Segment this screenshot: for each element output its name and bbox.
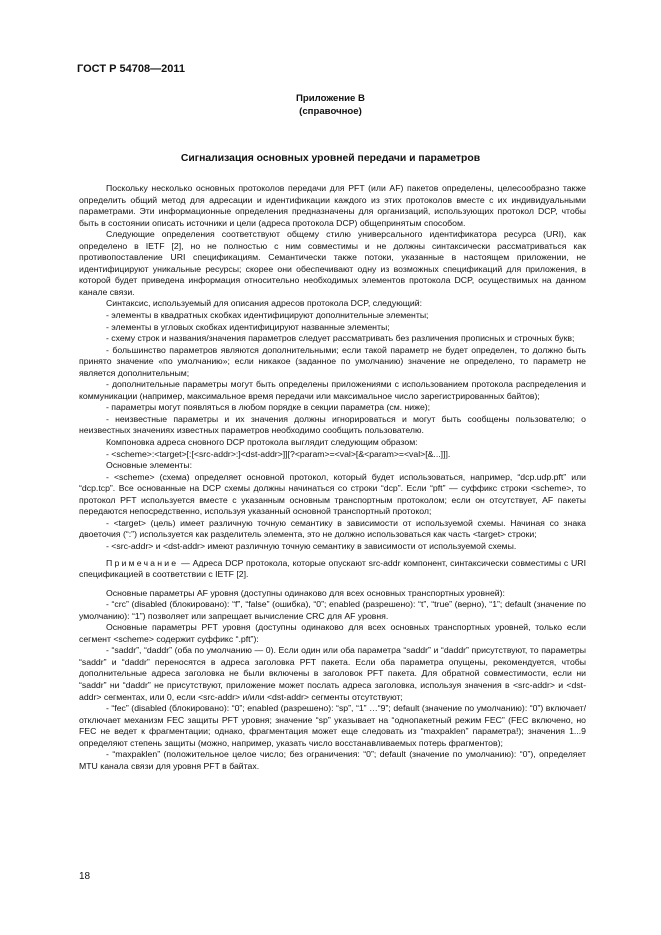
- list-item: - “maxpaklen” (положительное целое число; без ограничения: “0”; default (значение по умолчанию): “0”), определяет MTU канала связи для уровня PFT в байтах.: [79, 749, 586, 771]
- annex-title: Приложение В: [296, 93, 365, 104]
- list-item: - схему строк и названия/значения параметров следует рассматривать без различения прописных и строчных букв;: [106, 333, 575, 344]
- paragraph: Компоновка адреса сновного DCP протокола выглядит следующим образом:: [106, 437, 418, 448]
- paragraph: Основные параметры AF уровня (доступны одинаково для всех основных транспортных уровней):: [106, 587, 505, 598]
- paragraph: Основные параметры PFT уровня (доступны одинаково для всех основных транспортных уровней, только если сегмент <scheme> содержит суффикс “.pft”):: [79, 622, 586, 644]
- list-item: - <src-addr> и <dst-addr> имеют различную точную семантику в зависимости от используемой схемы.: [106, 540, 517, 551]
- paragraph: Основные элементы:: [106, 460, 193, 471]
- syntax-line: - <scheme>:<target>[:[<src-addr>:]<dst-addr>]][?<param>=<val>[&<param>=<val>[&...]]].: [106, 448, 451, 459]
- body-text: [79, 183, 586, 772]
- section-title: Сигнализация основных уровней передачи и параметров: [180, 153, 481, 164]
- paragraph: Синтаксис, используемый для описания адресов протокола DCP, следующий:: [106, 298, 422, 309]
- document-code-header: ГОСТ Р 54708—2011: [77, 63, 185, 75]
- note: [79, 558, 586, 581]
- list-item: - “saddr”, “daddr” (оба по умолчанию — 0). Если один или оба параметра “saddr” и “daddr” присутствуют, то параметры “saddr” и “daddr” переносятся в адреса заголовка PFT пакета. Если оба параметра опущены, рекомендуется, чтобы дополнительные адреса заголовка не были включены в заголовок PFT пакета. Для обратной совместимости, если ни “saddr” ни “daddr” не присутствуют, приложение может послать адреса заголовка, используя значения в <src-addr> и <dst-addr> сегментах, или 0, если <src-addr> и/или <dst-addr> сегменты отсутствуют;: [79, 645, 586, 702]
- paragraph: Следующие определения соответствуют общему стилю универсального идентификатора ресурса (URI), как определено в IETF [2], но не полностью с ним совместимы и не должны синтаксически рассматриваться как противопоставление URI спецификациям. Семантически также потоки, указанные в настоящем приложении, не идентифицируют уникальные ресурсы; скорее они обеспечивают одну из возможных спецификаций для приложения, в которой будет приведена информация относительно необходимых элементов протокола DCP, осуществимых на данном канале связи.: [79, 229, 586, 297]
- list-item: - “crc” (disabled (блокировано): “f”, “false” (ошибка), “0”; enabled (разрешено): “t”, “true” (верно), “1”; default (значение по умолчанию): “1”) позволяет или запрещает вычисление CRC для AF уровня.: [79, 599, 586, 621]
- list-item: - большинство параметров являются дополнительными; если такой параметр не будет определен, то должно быть принято значение «по умолчанию»; если никакое (заданное по умолчанию) значение не определено, то параметр не является дополнительным;: [79, 344, 586, 378]
- list-item: - <target> (цель) имеет различную точную семантику в зависимости от используемой схемы. Начиная со знака двоеточия (“:”) используется как разделитель элемента, это не должно использоваться как часть <target> строки;: [79, 517, 586, 540]
- list-item: - дополнительные параметры могут быть определены приложениями с использованием протокола распределения и коммуникации (например, максимальное время передачи или максимальное число зарегистрированных байтов);: [79, 379, 586, 401]
- list-item: - элементы в квадратных скобках идентифицируют дополнительные элементы;: [106, 310, 429, 321]
- list-item: - “fec” (disabled (блокировано): “0”; enabled (разрешено): “sp”, “1” …“9”; default (значение по умолчанию): “0”) включает/отключает механизм FEC защиты PFT уровня; значение “sp” указывает на “однопакетный режим FEC” (FEC включено, но FEC не ведет к фрагментации; однако, фрагментация может еще следовать из “maxpaklen” параметра!); значения 1...9 определяют степень защиты (можно, например, указать число восстанавливаемых потерь фрагментов);: [79, 703, 586, 748]
- note-text: — Адреса DCP протокола, которые опускают src-addr компонент, синтаксически совместимы с URI спецификацией в соответствии с IETF [2].: [79, 557, 586, 580]
- paragraph: Поскольку несколько основных протоколов передачи для PFT (или AF) пакетов определены, целесообразно также определить общий метод для адресации и идентификации каждого из этих протоколов вместе с их индивидуальными параметрами. Эти информационные определения предназначены для организаций, использующих протокол DCP, чтобы быть в состоянии описать источники и цели (адреса протокола DCP) общепринятым способом.: [79, 183, 586, 228]
- page-number: 18: [79, 871, 91, 882]
- note-label: Примечание: [106, 557, 179, 568]
- annex-subtitle: (справочное): [299, 106, 362, 117]
- list-item: - параметры могут появляться в любом порядке в секции параметра (см. ниже);: [106, 402, 431, 413]
- list-item: - неизвестные параметры и их значения должны игнорироваться и могут быть сообщены пользователю; о неизвестных значениях известных параметров необходимо сообщить пользователю.: [79, 413, 586, 436]
- list-item: - элементы в угловых скобках идентифицируют названные элементы;: [106, 321, 390, 332]
- list-item: - <scheme> (схема) определяет основной протокол, который будет использоваться, например, “dcp.udp.pft” или “dcp.tcp”. Все основанные на DCP схемы должны начинаться со строки “dcp”. Если “pft” — суффикс строки <scheme>, то протокол PFT используется вместе с указанным основным транспортным протоколом; если он отсутствует, AF пакеты передаются непосредственно, используя указанный основной транспортный протокол;: [79, 471, 586, 517]
